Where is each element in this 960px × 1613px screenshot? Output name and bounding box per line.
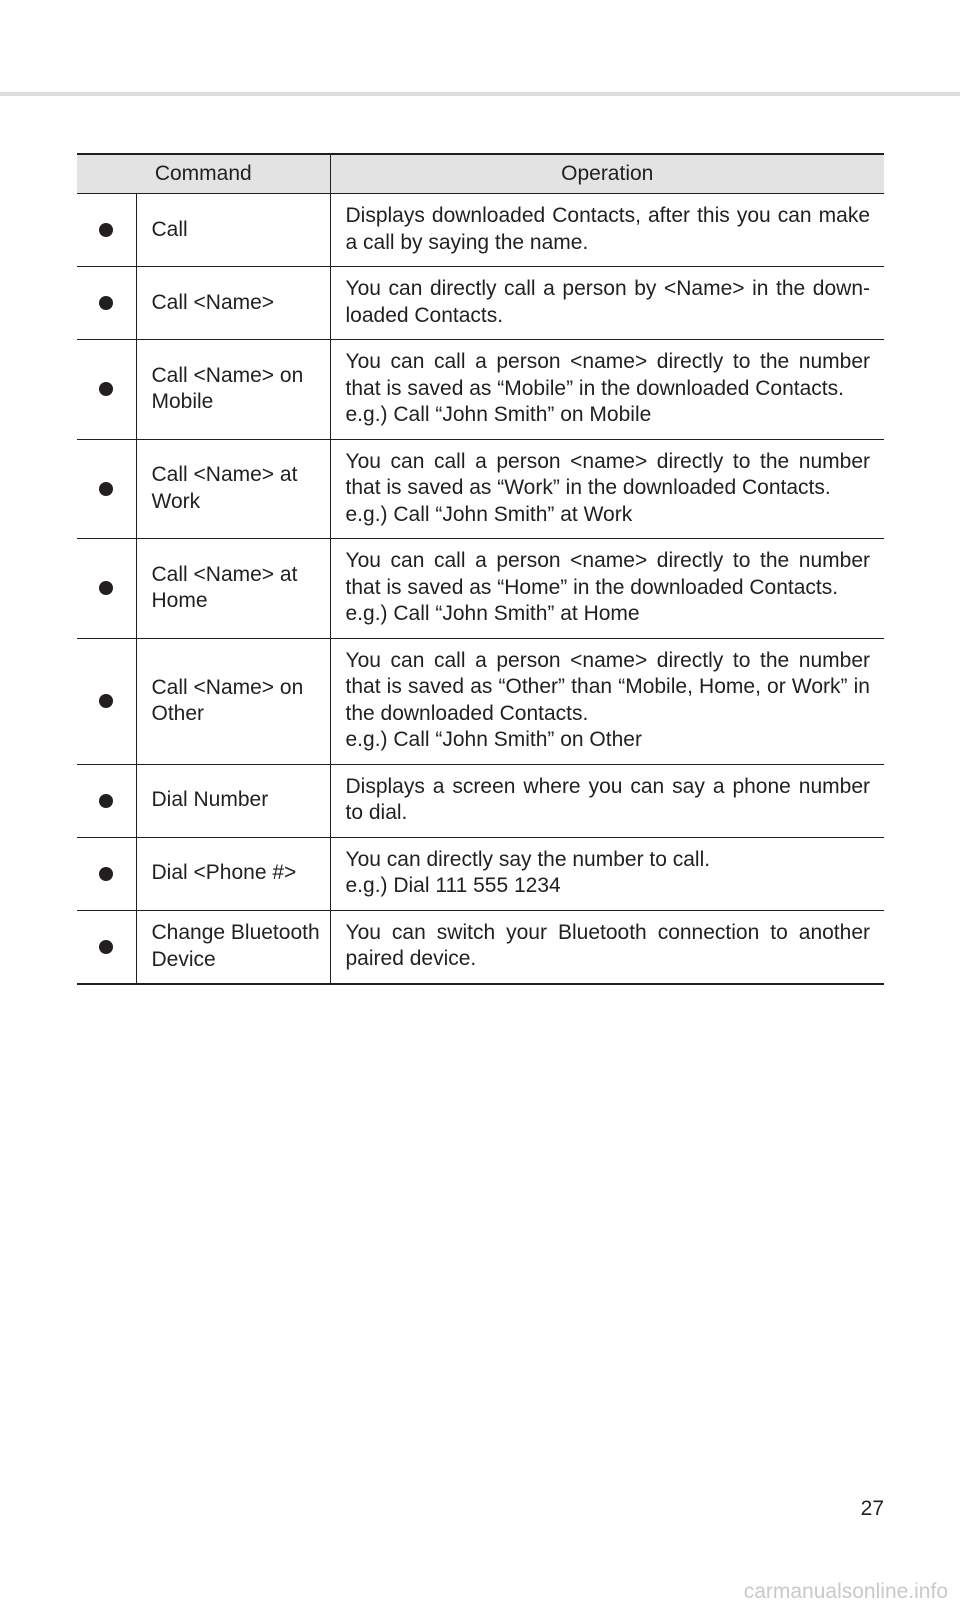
table-header-row <box>77 154 884 194</box>
table-row <box>77 910 884 984</box>
example-text: e.g.) Call “John Smith” at Work <box>345 502 633 526</box>
command-cell <box>136 340 330 440</box>
table-row <box>77 267 884 340</box>
top-rule <box>0 92 960 96</box>
command-cell <box>136 910 330 984</box>
table-row <box>77 340 884 440</box>
command-text: Call <box>151 217 188 241</box>
operation-cell <box>330 764 884 837</box>
example-text: e.g.) Call “John Smith” on Mobile <box>345 403 652 426</box>
command-text: Call <Name> on Other <box>151 675 304 725</box>
table-row <box>77 638 884 764</box>
operation-text: You can directly say the number to call. <box>345 847 711 871</box>
command-cell <box>136 638 330 764</box>
table-row <box>77 837 884 910</box>
command-cell <box>136 539 330 639</box>
operation-cell <box>330 638 884 764</box>
bullet-icon <box>99 940 113 954</box>
bullet-cell <box>77 764 136 837</box>
bullet-cell <box>77 194 136 267</box>
bullet-icon <box>99 223 113 237</box>
table-row <box>77 439 884 539</box>
command-text: Call <Name> <box>151 290 275 314</box>
operation-text: You can directly call a person by <Name> in the down-loaded Contacts. <box>345 277 870 327</box>
command-text: Call <Name> at Home <box>151 562 298 613</box>
bullet-icon <box>99 296 113 310</box>
bullet-icon <box>99 867 113 881</box>
bullet-icon <box>99 382 113 396</box>
command-cell <box>136 837 330 910</box>
table-body <box>77 194 884 984</box>
operation-text: You can call a person <name> directly to the number that is saved as “Home” in the downloaded Contacts. <box>345 549 870 599</box>
table-row <box>77 194 884 267</box>
operation-text: Displays a screen where you can say a phone number to dial. <box>345 774 870 824</box>
command-cell <box>136 439 330 539</box>
operation-text: You can call a person <name> directly to the number that is saved as “Other” than “Mobile, Home, or Work” in the downloaded Contacts. <box>345 648 870 725</box>
bullet-icon <box>99 581 113 595</box>
command-text: Dial <Phone #> <box>151 861 297 885</box>
bullet-cell <box>77 340 136 440</box>
operation-text: You can call a person <name> directly to the number that is saved as “Mobile” in the downloaded Contacts. <box>345 350 870 400</box>
page-number: 27 <box>860 1497 884 1520</box>
operation-cell <box>330 267 884 340</box>
bullet-cell <box>77 439 136 539</box>
operation-cell <box>330 539 884 639</box>
command-text: Dial Number <box>151 788 269 812</box>
command-text: Call <Name> on Mobile <box>151 363 304 414</box>
command-text: Change Bluetooth Device <box>151 921 320 971</box>
command-column-header: Command <box>77 154 330 194</box>
operation-cell <box>330 439 884 539</box>
bullet-cell <box>77 638 136 764</box>
operation-text: Displays downloaded Contacts, after this you can make a call by saying the name. <box>345 204 870 254</box>
example-text: e.g.) Call “John Smith” on Other <box>345 728 642 751</box>
operation-cell <box>330 194 884 267</box>
operation-text: You can call a person <name> directly to the number that is saved as “Work” in the downloaded Contacts. <box>345 449 870 499</box>
bullet-cell <box>77 539 136 639</box>
operation-text: You can switch your Bluetooth connection to another paired device. <box>345 920 870 970</box>
example-text: e.g.) Dial 111 555 1234 <box>345 874 561 897</box>
voice-command-table <box>77 153 884 985</box>
command-text: Call <Name> at Work <box>151 463 298 513</box>
bullet-cell <box>77 267 136 340</box>
bullet-icon <box>99 482 113 496</box>
table-row <box>77 764 884 837</box>
example-text: e.g.) Call “John Smith” at Home <box>345 602 640 625</box>
command-cell <box>136 764 330 837</box>
table-row <box>77 539 884 639</box>
bullet-cell <box>77 837 136 910</box>
bullet-icon <box>99 794 113 808</box>
operation-cell <box>330 340 884 440</box>
operation-column-header: Operation <box>330 154 884 194</box>
bullet-icon <box>99 694 113 708</box>
command-cell <box>136 267 330 340</box>
operation-cell <box>330 837 884 910</box>
operation-cell <box>330 910 884 984</box>
watermark: carmanualsonline.info <box>743 1580 948 1603</box>
bullet-cell <box>77 910 136 984</box>
command-cell <box>136 194 330 267</box>
